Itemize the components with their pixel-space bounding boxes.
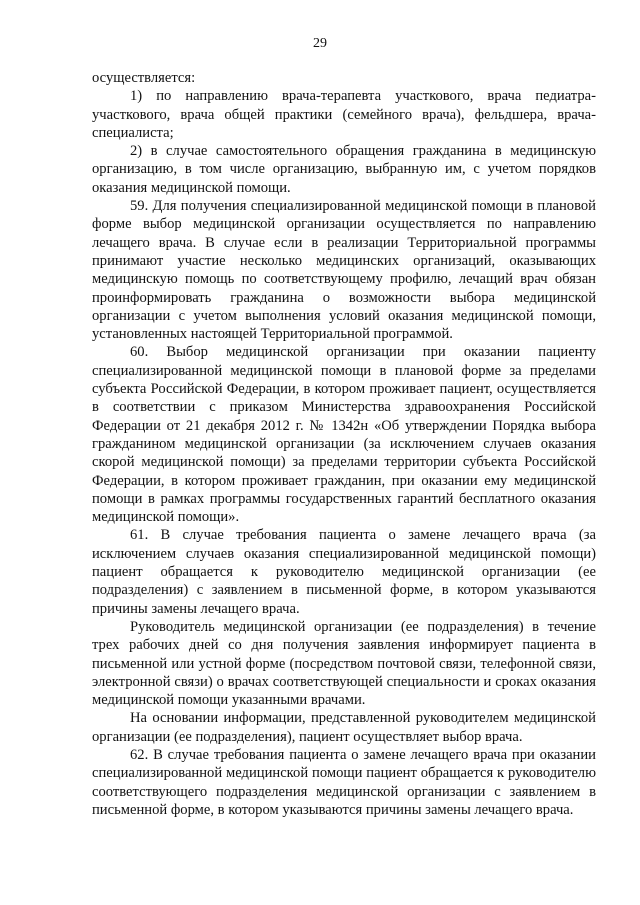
paragraph-62: 62. В случае требования пациента о замене лечащего врача при оказании специализированной медицинской помощи пациент обращается к руководителю соответствующего подразделения медицинской организации с заявлением в письменной форме, в котором указываются причины замены лечащего врача.	[92, 746, 596, 818]
list-item-2: 2) в случае самостоятельного обращения гражданина в медицинскую организацию, в том числе организацию, выбранную им, с учетом порядков оказания медицинской помощи.	[92, 143, 596, 196]
paragraph-61-patient-choice: На основании информации, представленной руководителем медицинской организации (ее подразделения), пациент осуществляет выбор врача.	[92, 710, 596, 745]
document-body	[92, 69, 596, 819]
paragraph-61: 61. В случае требования пациента о замене лечащего врача (за исключением случаев оказания специализированной медицинской помощи) пациент обращается к руководителю медицинской организации (ее подразделения) с заявлением в письменной форме, в котором указываются причины замены лечащего врача.	[92, 527, 596, 617]
paragraph-61-head-response: Руководитель медицинской организации (ее подразделения) в течение трех рабочих дней со дня получения заявления информирует пациента в письменной или устной форме (посредством почтовой связи, телефонной связи, электронной связи) о врачах соответствующей специальности и сроках оказания медицинской помощи указанными врачами.	[92, 618, 596, 709]
paragraph-59: 59. Для получения специализированной медицинской помощи в плановой форме выбор медицинской организации осуществляется по направлению лечащего врача. В случае если в реализации Территориальной программы принимают участие несколько медицинских организаций, оказывающих медицинскую помощь по соответствующему профилю, лечащий врач обязан проинформировать гражданина о возможности выбора медицинской организации с учетом выполнения условий оказания медицинской помощи, установленных настоящей Территориальной программой.	[92, 198, 596, 343]
list-item-1: 1) по направлению врача-терапевта участкового, врача педиатра-участкового, врача общей практики (семейного врача), фельдшера, врача-специалиста;	[92, 88, 596, 141]
paragraph-60: 60. Выбор медицинской организации при оказании пациенту специализированной медицинской помощи в плановой форме за пределами субъекта Российской Федерации, в котором проживает пациент, осуществляется в соответствии с приказом Министерства здравоохранения Российской Федерации от 21 декабря 2012 г. № 1342н «Об утверждении Порядка выбора гражданином медицинской организации (за исключением случаев оказания скорой медицинской помощи) за пределами территории субъекта Российской Федерации, в котором проживает гражданин, при оказании ему медицинской помощи в рамках программы государственных гарантий бесплатного оказания медицинской помощи».	[92, 344, 596, 526]
page-number: 29	[313, 36, 327, 51]
paragraph-continuation: осуществляется:	[92, 70, 196, 86]
